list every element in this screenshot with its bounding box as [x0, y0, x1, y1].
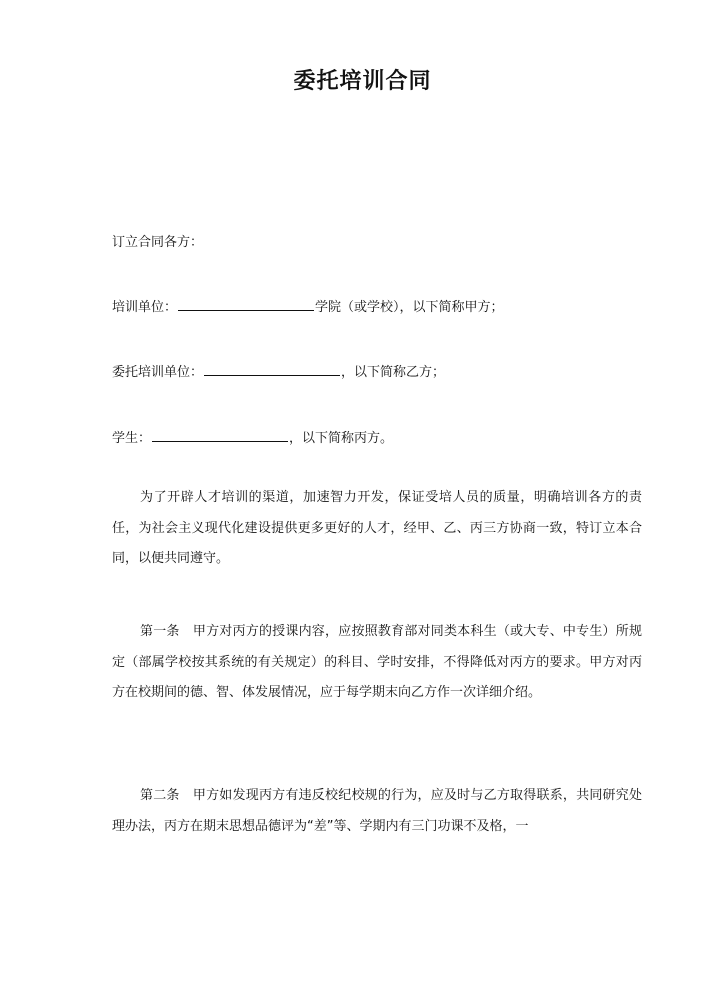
- article-1-paragraph: 第一条 甲方对丙方的授课内容，应按照教育部对同类本科生（或大专、中专生）所规定（部属学校按其系统的有关规定）的科目、学时安排，不得降低对丙方的要求。甲方对丙方在校期间的德、智、体发展情况，应于每学期末向乙方作一次详细介绍。: [112, 624, 642, 700]
- party-c-suffix: ，以下简称丙方。: [289, 431, 394, 446]
- party-b-suffix: ，以下简称乙方；: [341, 365, 446, 380]
- party-c-label: 学生：: [112, 431, 152, 446]
- party-a-suffix: 学院（或学校），以下简称甲方；: [315, 300, 504, 315]
- party-a-line: [112, 296, 504, 315]
- party-c-line: [112, 427, 393, 446]
- party-b-blank[interactable]: [204, 362, 340, 376]
- article-2-paragraph: 第二条 甲方如发现丙方有违反校纪校规的行为，应及时与乙方取得联系，共同研究处理办法，丙方在期末思想品德评为“差”等、学期内有三门功课不及格，一: [112, 788, 642, 834]
- party-b-label: 委托培训单位：: [112, 365, 204, 380]
- party-c-blank[interactable]: [152, 428, 288, 442]
- parties-intro: 订立合同各方：: [112, 235, 204, 250]
- party-a-label: 培训单位：: [112, 300, 178, 315]
- party-b-line: [112, 361, 445, 380]
- document-title: 委托培训合同: [293, 69, 432, 94]
- party-a-blank[interactable]: [178, 297, 314, 311]
- preamble-paragraph: 为了开辟人才培训的渠道，加速智力开发，保证受培人员的质量，明确培训各方的责任，为社会主义现代化建设提供更多更好的人才，经甲、乙、丙三方协商一致，特订立本合同，以便共同遵守。: [112, 490, 642, 566]
